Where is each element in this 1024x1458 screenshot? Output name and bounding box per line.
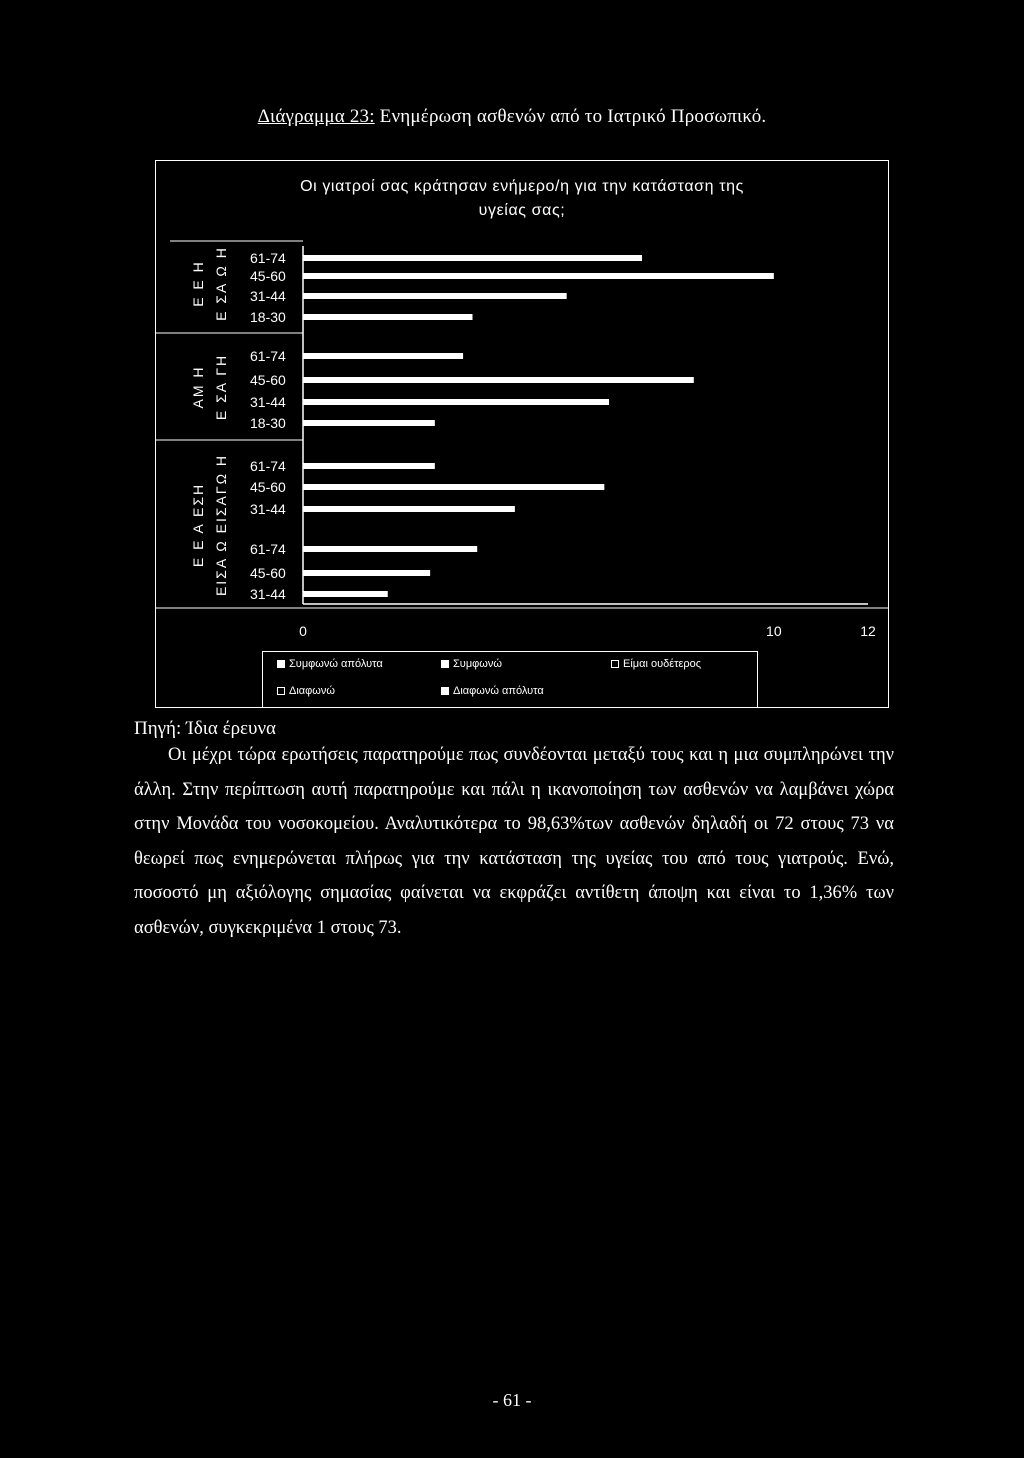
legend-swatch-5 <box>441 687 449 695</box>
bar <box>303 484 604 490</box>
group-label: ΕΙΣΑ Ω ΕΙΣΑΓΩ Η <box>213 453 229 597</box>
legend-item-4 <box>277 685 335 697</box>
category-label: 45-60 <box>250 268 286 284</box>
legend-label-2: Συμφωνώ <box>453 658 502 670</box>
page-number: - 61 - <box>492 1390 532 1410</box>
bar <box>303 546 477 552</box>
group-label: Ε Ε Η <box>190 260 206 307</box>
bar <box>303 273 774 279</box>
legend-swatch-1 <box>277 660 285 668</box>
legend-label-4: Διαφωνώ <box>289 685 335 697</box>
chart-legend <box>262 651 758 708</box>
bar <box>303 591 388 597</box>
chart-title-line1: Οι γιατροί σας κράτησαν ενήμερο/η για την κατάσταση της <box>300 178 744 195</box>
legend-item-1 <box>277 658 383 670</box>
body-paragraph: Οι μέχρι τώρα ερωτήσεις παρατηρούμε πως συνδέονται μεταξύ τους και η μια συμπληρώνει την άλλη. Στην περίπτωση αυτή παρατηρούμε και πάλι η ικανοποίηση των ασθενών να λαμβάνει χώρα στην Μονάδα του νοσοκομείου. Αναλυτικότερα το 98,63%των ασθενών δηλαδή οι 72 στους 73 να θεωρεί πως ενημερώνεται πλήρως για την κατάσταση της υγείας του από τους γιατρούς. Ενώ, ποσοστό μη αξιόλογης σημασίας φαίνεται να εκφράζει αντίθετη άποψη και είναι το 1,36% των ασθενών, συγκεκριμένα 1 στους 73. <box>134 745 894 938</box>
bar <box>303 420 435 426</box>
source-note: Πηγή: Ίδια έρευνα <box>134 718 276 739</box>
group-label: Ε Ε Α ΕΣΗ <box>190 482 206 568</box>
category-label: 61-74 <box>250 458 286 474</box>
category-label: 31-44 <box>250 586 286 602</box>
chart-title-line2: υγείας σας; <box>478 202 566 219</box>
bar <box>303 463 435 469</box>
category-label: 61-74 <box>250 541 286 557</box>
category-label: 61-74 <box>250 250 286 266</box>
bar-chart <box>0 0 1024 720</box>
legend-item-3 <box>611 658 701 670</box>
x-tick-label: 12 <box>860 623 876 639</box>
group-label: Ε ΣΑ ΓΗ <box>213 353 229 421</box>
group-label: Ε ΣΑ Ω Η <box>213 246 229 321</box>
legend-item-2 <box>441 658 502 670</box>
bar <box>303 314 473 320</box>
legend-swatch-3 <box>611 660 619 668</box>
caption-text: Ενημέρωση ασθενών από το Ιατρικό Προσωπικό. <box>374 106 767 127</box>
legend-label-3: Είμαι ουδέτερος <box>623 658 702 670</box>
category-label: 45-60 <box>250 479 286 495</box>
bar <box>303 377 694 383</box>
category-label: 31-44 <box>250 394 286 410</box>
legend-item-5 <box>441 685 544 697</box>
category-label: 45-60 <box>250 565 286 581</box>
bar <box>303 399 609 405</box>
category-label: 18-30 <box>250 415 286 431</box>
bar <box>303 293 567 299</box>
legend-swatch-4 <box>277 687 285 695</box>
bar <box>303 353 463 359</box>
legend-swatch-2 <box>441 660 449 668</box>
bar <box>303 570 430 576</box>
category-label: 31-44 <box>250 501 286 517</box>
x-tick-label: 0 <box>299 623 307 639</box>
legend-label-5: Διαφωνώ απόλυτα <box>453 685 544 697</box>
bar <box>303 255 642 261</box>
category-label: 31-44 <box>250 288 286 304</box>
legend-label-1: Συμφωνώ απόλυτα <box>289 658 383 670</box>
x-tick-label: 10 <box>766 623 782 639</box>
category-label: 61-74 <box>250 348 286 364</box>
category-label: 18-30 <box>250 309 286 325</box>
bar <box>303 506 515 512</box>
caption-label: Διάγραμμα 23: <box>257 106 375 127</box>
group-label: ΑΜ Η <box>190 365 206 409</box>
category-label: 45-60 <box>250 372 286 388</box>
